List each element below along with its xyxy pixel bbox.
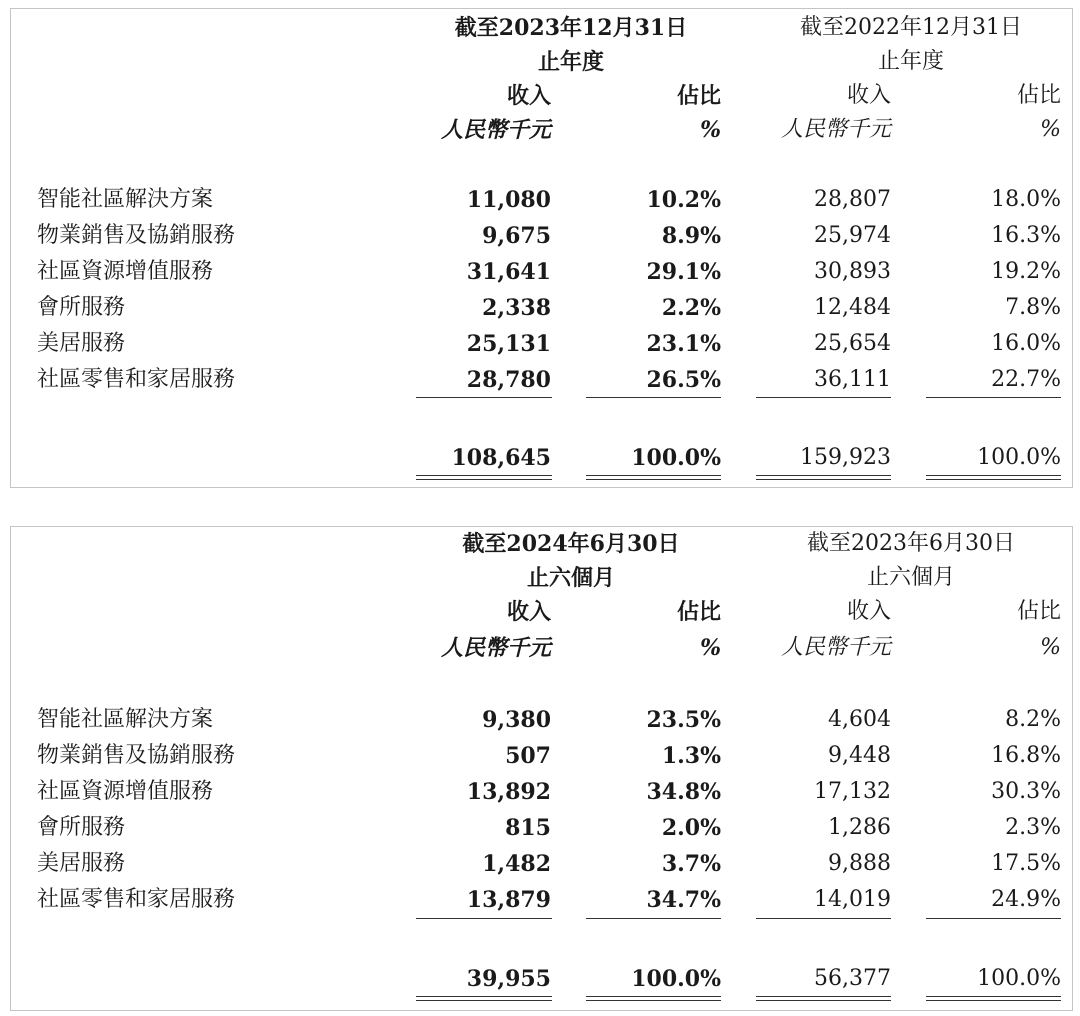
prior-period-line2: 止六個月 (866, 565, 955, 590)
prior-share-value: 18.0% (991, 187, 1061, 212)
prior-revenue-value: 12,484 (814, 295, 891, 320)
current-revenue-value: 11,080 (466, 187, 551, 213)
total-double-rule (586, 475, 721, 480)
current-share-value: 2.2% (661, 295, 721, 321)
prior-revenue-value: 1,286 (828, 815, 891, 840)
row-label: 智能社區解決方案 (37, 187, 214, 212)
current-share-unit: % (700, 635, 721, 661)
total-current-share: 100.0% (631, 445, 721, 471)
subtotal-rule (416, 397, 552, 398)
current-period-line2: 止六個月 (526, 565, 615, 591)
prior-revenue-value: 9,448 (828, 743, 891, 768)
total-double-rule (416, 475, 552, 480)
row-label: 美居服務 (37, 331, 126, 356)
row-label: 美居服務 (37, 851, 126, 876)
current-share-value: 8.9% (661, 223, 721, 249)
current-share-value: 34.8% (646, 779, 721, 805)
row-label: 智能社區解決方案 (37, 707, 214, 732)
prior-revenue-value: 25,974 (814, 223, 891, 248)
row-label: 社區零售和家居服務 (37, 887, 236, 912)
total-current-revenue: 108,645 (451, 445, 551, 471)
prior-revenue-value: 28,807 (814, 187, 891, 212)
prior-revenue-value: 36,111 (814, 367, 891, 392)
prior-revenue-value: 17,132 (814, 779, 891, 804)
prior-share-value: 17.5% (991, 851, 1061, 876)
prior-share-value: 8.2% (1005, 707, 1061, 732)
current-share-value: 29.1% (646, 259, 721, 285)
total-prior-share: 100.0% (977, 966, 1061, 991)
prior-revenue-header: 收入 (846, 599, 891, 624)
total-prior-share: 100.0% (977, 445, 1061, 470)
total-prior-revenue: 56,377 (814, 966, 891, 991)
current-revenue-value: 815 (505, 815, 551, 841)
prior-revenue-header: 收入 (846, 83, 891, 108)
current-revenue-value: 2,338 (482, 295, 551, 321)
prior-revenue-value: 9,888 (828, 851, 891, 876)
total-prior-revenue: 159,923 (800, 445, 891, 470)
prior-revenue-unit: 人民幣千元 (780, 117, 891, 142)
current-revenue-value: 25,131 (466, 331, 551, 357)
prior-share-unit: % (1040, 117, 1061, 142)
total-double-rule (756, 996, 891, 1001)
current-revenue-value: 28,780 (466, 367, 551, 393)
current-period-line1: 截至2023年12月31日 (454, 15, 688, 41)
current-revenue-value: 9,380 (482, 707, 551, 733)
current-revenue-value: 13,892 (466, 779, 551, 805)
current-revenue-value: 31,641 (466, 259, 551, 285)
total-double-rule (926, 996, 1061, 1001)
current-revenue-header: 收入 (506, 599, 551, 625)
prior-share-value: 7.8% (1005, 295, 1061, 320)
subtotal-rule (926, 397, 1061, 398)
subtotal-rule (756, 397, 891, 398)
current-share-value: 23.5% (646, 707, 721, 733)
prior-share-value: 30.3% (991, 779, 1061, 804)
total-double-rule (416, 996, 552, 1001)
subtotal-rule (586, 397, 721, 398)
prior-share-value: 16.0% (991, 331, 1061, 356)
current-revenue-value: 1,482 (482, 851, 551, 877)
prior-period-line2: 止年度 (877, 49, 944, 74)
subtotal-rule (756, 918, 891, 919)
current-share-value: 3.7% (661, 851, 721, 877)
prior-revenue-value: 4,604 (828, 707, 891, 732)
prior-share-value: 19.2% (991, 259, 1061, 284)
current-share-value: 34.7% (646, 887, 721, 913)
row-label: 會所服務 (37, 295, 126, 320)
current-share-value: 10.2% (646, 187, 721, 213)
prior-share-value: 16.8% (991, 743, 1061, 768)
total-current-share: 100.0% (631, 966, 721, 992)
total-double-rule (756, 475, 891, 480)
current-period-line1: 截至2024年6月30日 (462, 531, 680, 557)
total-double-rule (926, 475, 1061, 480)
current-revenue-header: 收入 (506, 83, 551, 109)
prior-share-value: 16.3% (991, 223, 1061, 248)
current-revenue-value: 507 (505, 743, 551, 769)
current-share-unit: % (700, 117, 721, 143)
current-revenue-value: 13,879 (466, 887, 551, 913)
current-share-value: 1.3% (661, 743, 721, 769)
current-share-header: 佔比 (676, 599, 721, 625)
prior-share-value: 2.3% (1005, 815, 1061, 840)
prior-revenue-unit: 人民幣千元 (780, 635, 891, 660)
row-label: 物業銷售及協銷服務 (37, 743, 236, 768)
total-double-rule (586, 996, 721, 1001)
prior-revenue-value: 25,654 (814, 331, 891, 356)
row-label: 物業銷售及協銷服務 (37, 223, 236, 248)
total-current-revenue: 39,955 (466, 966, 551, 992)
row-label: 會所服務 (37, 815, 126, 840)
prior-share-value: 22.7% (991, 367, 1061, 392)
current-period-line2: 止年度 (537, 49, 604, 75)
current-share-value: 2.0% (661, 815, 721, 841)
prior-revenue-value: 30,893 (814, 259, 891, 284)
row-label: 社區資源增值服務 (37, 259, 214, 284)
prior-share-header: 佔比 (1016, 599, 1061, 624)
subtotal-rule (586, 918, 721, 919)
row-label: 社區零售和家居服務 (37, 367, 236, 392)
revenue-table-interim (10, 526, 1073, 1011)
prior-share-unit: % (1040, 635, 1061, 660)
revenue-table-annual (10, 8, 1073, 488)
current-revenue-unit: 人民幣千元 (440, 117, 551, 143)
current-share-header: 佔比 (676, 83, 721, 109)
row-label: 社區資源增值服務 (37, 779, 214, 804)
prior-period-line1: 截至2022年12月31日 (800, 15, 1022, 40)
current-share-value: 26.5% (646, 367, 721, 393)
current-revenue-unit: 人民幣千元 (440, 635, 551, 661)
prior-share-header: 佔比 (1016, 83, 1061, 108)
current-share-value: 23.1% (646, 331, 721, 357)
prior-revenue-value: 14,019 (814, 887, 891, 912)
subtotal-rule (416, 918, 552, 919)
prior-period-line1: 截至2023年6月30日 (807, 531, 1015, 556)
subtotal-rule (926, 918, 1061, 919)
current-revenue-value: 9,675 (482, 223, 551, 249)
prior-share-value: 24.9% (991, 887, 1061, 912)
